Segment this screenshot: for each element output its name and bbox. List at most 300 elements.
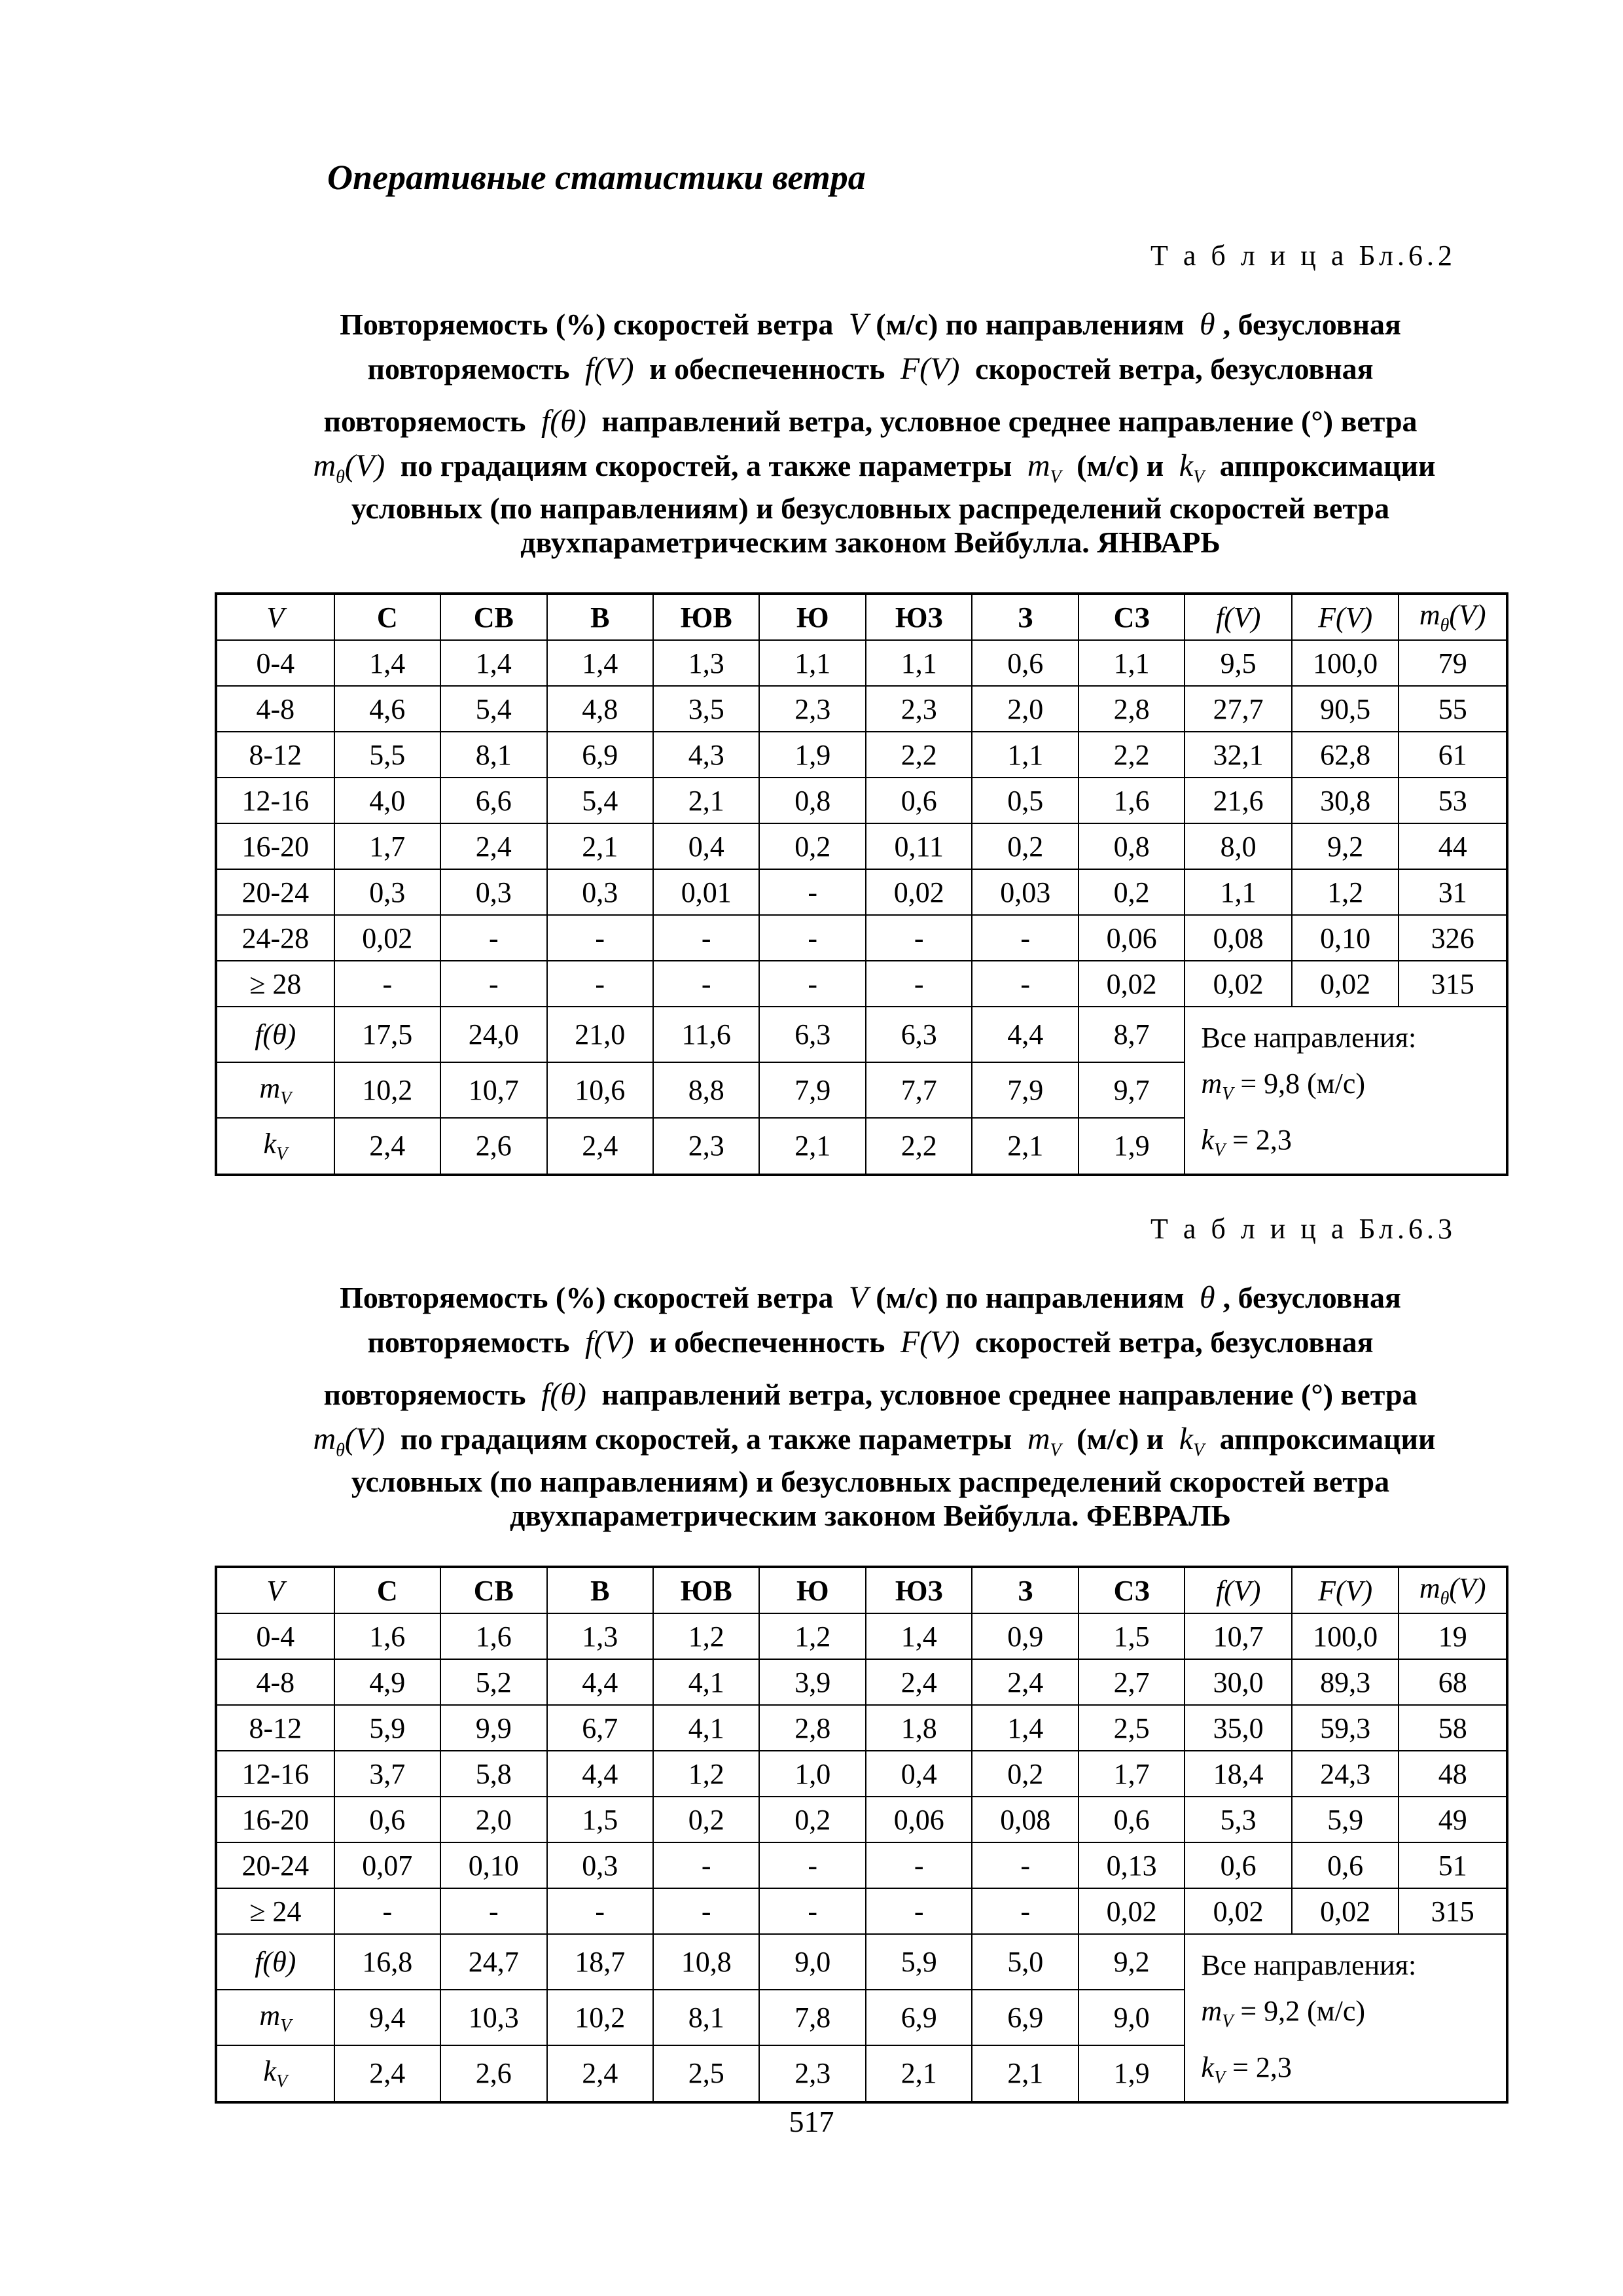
table-cell: 4,9 <box>334 1659 440 1705</box>
table-cell: 1,1 <box>1185 869 1291 915</box>
table-cell: 5,9 <box>334 1705 440 1751</box>
table-cell: 24,3 <box>1292 1751 1399 1797</box>
table-cell: 0,3 <box>547 1842 653 1888</box>
summary-m: $m_V = 9,2$ (м/с) <box>1201 1995 1366 2032</box>
table-cell: 2,3 <box>759 2045 865 2102</box>
table-cell: - <box>440 1888 546 1934</box>
table-cell: 1,4 <box>440 640 546 686</box>
table-cell: 30,0 <box>1185 1659 1291 1705</box>
table-cell: 100,0 <box>1292 1613 1399 1659</box>
table-cell: 0,10 <box>440 1842 546 1888</box>
table-cell: - <box>759 961 865 1007</box>
table-cell: - <box>972 961 1078 1007</box>
table-cell: 6,9 <box>972 1990 1078 2045</box>
table-cell: 0,02 <box>1292 961 1399 1007</box>
summary-m: $m_V = 9,8$ (м/с) <box>1201 1067 1366 1104</box>
table-cell: 1,4 <box>334 640 440 686</box>
table-cell: 7,9 <box>759 1062 865 1118</box>
table-cell: 6,9 <box>866 1990 972 2045</box>
caption-line: условных (по направлениям) и безусловных распределений скоростей ветра <box>351 492 1390 525</box>
table-cell: 0,6 <box>1185 1842 1291 1888</box>
table-cell: 48 <box>1399 1751 1507 1797</box>
table-cell: 0,3 <box>440 869 546 915</box>
table-cell: 5,9 <box>1292 1797 1399 1842</box>
header-dir: С <box>334 594 440 640</box>
table-row <box>216 1613 1507 1659</box>
table-cell: 5,8 <box>440 1751 546 1797</box>
table-cell: - <box>972 915 1078 961</box>
table-cell: 0,4 <box>653 823 759 869</box>
caption-line: двухпараметрическим законом Вейбулла. ЯНВАРЬ <box>520 526 1221 559</box>
header-dir: З <box>972 1567 1078 1613</box>
table-row <box>216 778 1507 823</box>
table-cell: 32,1 <box>1185 732 1291 778</box>
table-cell: 0,8 <box>759 778 865 823</box>
f-theta-row <box>216 1934 1507 1990</box>
table-cell: 8,1 <box>440 732 546 778</box>
header-dir: СЗ <box>1079 594 1185 640</box>
table-cell: 2,2 <box>866 732 972 778</box>
table-cell: 0,6 <box>866 778 972 823</box>
caption-line: $m_\theta(V)$ по градациям скоростей, а также параметры $m_V$ (м/с) и $k_V$ аппроксимации <box>313 1422 1436 1461</box>
table-cell: 16,8 <box>334 1934 440 1990</box>
table-cell: 5,0 <box>972 1934 1078 1990</box>
table-cell: 2,8 <box>759 1705 865 1751</box>
table-cell: 2,1 <box>972 2045 1078 2102</box>
table-cell: 6,7 <box>547 1705 653 1751</box>
table-cell: 1,2 <box>1292 869 1399 915</box>
header-dir: Ю <box>759 594 865 640</box>
table-cell: 1,5 <box>547 1797 653 1842</box>
table-cell: 1,9 <box>759 732 865 778</box>
table-row <box>216 1888 1507 1934</box>
table-cell: 4,1 <box>653 1705 759 1751</box>
table-cell: 2,4 <box>547 2045 653 2102</box>
wind-table-february <box>215 1566 1508 2104</box>
table-cell: 2,4 <box>334 2045 440 2102</box>
table-cell: - <box>547 1888 653 1934</box>
table-cell: 5,9 <box>866 1934 972 1990</box>
header-dir: В <box>547 594 653 640</box>
table-cell: 0,2 <box>972 823 1078 869</box>
speed-range-cell: 4-8 <box>216 1659 334 1705</box>
table-cell: 9,5 <box>1185 640 1291 686</box>
speed-range-cell: 12-16 <box>216 778 334 823</box>
table-cell: 2,4 <box>972 1659 1078 1705</box>
caption-line: повторяемость f(V) и обеспеченность F(V) скоростей ветра, безусловная <box>367 351 1374 386</box>
table-cell: - <box>866 1888 972 1934</box>
table-cell: 2,1 <box>866 2045 972 2102</box>
table-cell: 0,06 <box>1079 915 1185 961</box>
table-cell: 9,4 <box>334 1990 440 2045</box>
table-cell: - <box>334 1888 440 1934</box>
table-cell: 0,02 <box>1185 961 1291 1007</box>
table-cell: 27,7 <box>1185 686 1291 732</box>
table-cell: 0,5 <box>972 778 1078 823</box>
table-cell: 1,8 <box>866 1705 972 1751</box>
table-cell: 326 <box>1399 915 1507 961</box>
table-row <box>216 640 1507 686</box>
table-cell: 9,0 <box>1079 1990 1185 2045</box>
table-cell: 1,1 <box>866 640 972 686</box>
table-cell: 1,1 <box>972 732 1078 778</box>
table-cell: - <box>653 1842 759 1888</box>
table-cell: 0,6 <box>334 1797 440 1842</box>
section-title: Оперативные статистики ветра <box>327 158 866 197</box>
header-Fv: F(V) <box>1292 1567 1399 1613</box>
speed-range-cell: 20-24 <box>216 869 334 915</box>
table-cell: 1,7 <box>334 823 440 869</box>
header-dir: СЗ <box>1079 1567 1185 1613</box>
table-row <box>216 915 1507 961</box>
table-cell: 315 <box>1399 1888 1507 1934</box>
table-cell: 3,9 <box>759 1659 865 1705</box>
table-cell: 0,07 <box>334 1842 440 1888</box>
table-cell: 0,08 <box>972 1797 1078 1842</box>
table-cell: 6,9 <box>547 732 653 778</box>
header-dir: В <box>547 1567 653 1613</box>
header-v: V <box>216 594 334 640</box>
table-cell: - <box>547 961 653 1007</box>
table-cell: 10,3 <box>440 1990 546 2045</box>
table-cell: 6,3 <box>759 1007 865 1062</box>
table-cell: 315 <box>1399 961 1507 1007</box>
table-cell: - <box>759 915 865 961</box>
header-dir: ЮЗ <box>866 1567 972 1613</box>
table-cell: 0,4 <box>866 1751 972 1797</box>
table-cell: 0,8 <box>1079 823 1185 869</box>
table-cell: 1,6 <box>1079 778 1185 823</box>
table-cell: 2,6 <box>440 2045 546 2102</box>
caption-line: двухпараметрическим законом Вейбулла. ФЕВРАЛЬ <box>510 1499 1231 1532</box>
table-cell: 2,8 <box>1079 686 1185 732</box>
table-cell: 51 <box>1399 1842 1507 1888</box>
table-cell: - <box>653 961 759 1007</box>
table-cell: 2,2 <box>1079 732 1185 778</box>
table-cell: 1,7 <box>1079 1751 1185 1797</box>
table-cell: 1,2 <box>759 1613 865 1659</box>
table-cell: 1,2 <box>653 1751 759 1797</box>
row-label: $k_V$ <box>216 1118 334 1174</box>
table-cell: 1,6 <box>440 1613 546 1659</box>
table-row <box>216 732 1507 778</box>
table-cell: 44 <box>1399 823 1507 869</box>
caption-line: Повторяемость (%) скоростей ветра V (м/с) по направлениям θ , безусловная <box>340 307 1401 342</box>
table-cell: 2,3 <box>759 686 865 732</box>
table-cell: 1,4 <box>866 1613 972 1659</box>
table-cell: 21,0 <box>547 1007 653 1062</box>
table-label: Т а б л и ц а Бл.6.3 <box>1150 1213 1456 1245</box>
f-theta-row <box>216 1007 1507 1062</box>
table-cell: 0,02 <box>866 869 972 915</box>
table-cell: 9,0 <box>759 1934 865 1990</box>
table-cell: 7,8 <box>759 1990 865 2045</box>
header-v: V <box>216 1567 334 1613</box>
summary-k: $k_V = 2,3$ <box>1201 1123 1292 1160</box>
header-dir: СВ <box>440 1567 546 1613</box>
header-dir: ЮЗ <box>866 594 972 640</box>
table-cell: 0,02 <box>334 915 440 961</box>
table-row <box>216 1842 1507 1888</box>
table-cell: 8,0 <box>1185 823 1291 869</box>
table-cell: 9,2 <box>1079 1934 1185 1990</box>
table-cell: - <box>759 1842 865 1888</box>
table-cell: 8,1 <box>653 1990 759 2045</box>
table-cell: 3,7 <box>334 1751 440 1797</box>
table-cell: - <box>440 915 546 961</box>
table-cell: 31 <box>1399 869 1507 915</box>
row-label: $m_V$ <box>216 1990 334 2045</box>
table-cell: 3,5 <box>653 686 759 732</box>
caption-line: повторяемость f(θ) направлений ветра, условное среднее направление (°) ветра <box>323 1377 1418 1412</box>
caption-line: $m_\theta(V)$ по градациям скоростей, а также параметры $m_V$ (м/с) и $k_V$ аппроксимации <box>313 448 1436 488</box>
header-dir: Ю <box>759 1567 865 1613</box>
table-cell: 0,02 <box>1292 1888 1399 1934</box>
table-cell: 0,3 <box>547 869 653 915</box>
header-dir: С <box>334 1567 440 1613</box>
table-cell: - <box>653 915 759 961</box>
table-cell: 1,6 <box>334 1613 440 1659</box>
table-cell: 2,6 <box>440 1118 546 1174</box>
speed-range-cell: 4-8 <box>216 686 334 732</box>
speed-range-cell: 16-20 <box>216 823 334 869</box>
table-cell: 0,6 <box>1292 1842 1399 1888</box>
table-cell: - <box>547 915 653 961</box>
table-cell: 9,2 <box>1292 823 1399 869</box>
table-cell: 2,0 <box>440 1797 546 1842</box>
table-cell: 19 <box>1399 1613 1507 1659</box>
table-cell: 6,3 <box>866 1007 972 1062</box>
table-cell: 100,0 <box>1292 640 1399 686</box>
table-row <box>216 1751 1507 1797</box>
table-cell: 5,3 <box>1185 1797 1291 1842</box>
speed-range-cell: ≥ 24 <box>216 1888 334 1934</box>
table-cell: 2,4 <box>547 1118 653 1174</box>
table-cell: 0,02 <box>1079 961 1185 1007</box>
table-cell: 5,2 <box>440 1659 546 1705</box>
table-cell: 2,1 <box>759 1118 865 1174</box>
table-row <box>216 1659 1507 1705</box>
table-cell: 4,1 <box>653 1659 759 1705</box>
table-cell: 5,4 <box>440 686 546 732</box>
table-cell: 9,9 <box>440 1705 546 1751</box>
table-cell: 0,13 <box>1079 1842 1185 1888</box>
table-cell: 0,03 <box>972 869 1078 915</box>
table-cell: 2,3 <box>653 1118 759 1174</box>
speed-range-cell: 0-4 <box>216 640 334 686</box>
speed-range-cell: 12-16 <box>216 1751 334 1797</box>
table-cell: 1,4 <box>547 640 653 686</box>
table-cell: 49 <box>1399 1797 1507 1842</box>
table-cell: 2,3 <box>866 686 972 732</box>
table-cell: 62,8 <box>1292 732 1399 778</box>
table-cell: 58 <box>1399 1705 1507 1751</box>
table-cell: 10,7 <box>1185 1613 1291 1659</box>
caption-line: повторяемость f(θ) направлений ветра, условное среднее направление (°) ветра <box>323 404 1418 439</box>
table-cell: 6,6 <box>440 778 546 823</box>
table-cell: 68 <box>1399 1659 1507 1705</box>
table-cell: 10,6 <box>547 1062 653 1118</box>
table-cell: 0,10 <box>1292 915 1399 961</box>
header-row <box>216 594 1507 640</box>
table-cell: 2,1 <box>972 1118 1078 1174</box>
table-cell: 2,4 <box>334 1118 440 1174</box>
caption-line: Повторяемость (%) скоростей ветра V (м/с) по направлениям θ , безусловная <box>340 1280 1401 1315</box>
table-cell: 89,3 <box>1292 1659 1399 1705</box>
table-cell: - <box>759 869 865 915</box>
table-cell: 18,4 <box>1185 1751 1291 1797</box>
table-cell: - <box>972 1842 1078 1888</box>
table-cell: 0,08 <box>1185 915 1291 961</box>
table-cell: 4,4 <box>972 1007 1078 1062</box>
table-cell: 7,9 <box>972 1062 1078 1118</box>
table-cell: 5,5 <box>334 732 440 778</box>
table-cell: 79 <box>1399 640 1507 686</box>
table-cell: 1,1 <box>1079 640 1185 686</box>
table-cell: 2,7 <box>1079 1659 1185 1705</box>
speed-range-cell: 16-20 <box>216 1797 334 1842</box>
table-row <box>216 823 1507 869</box>
header-fv: f(V) <box>1185 1567 1291 1613</box>
table-cell: 21,6 <box>1185 778 1291 823</box>
table-cell: 8,8 <box>653 1062 759 1118</box>
table-cell: 35,0 <box>1185 1705 1291 1751</box>
table-cell: 2,2 <box>866 1118 972 1174</box>
table-row <box>216 1797 1507 1842</box>
table-cell: 1,4 <box>972 1705 1078 1751</box>
table-cell: 4,6 <box>334 686 440 732</box>
table-cell: 53 <box>1399 778 1507 823</box>
table-cell: 1,5 <box>1079 1613 1185 1659</box>
page-number: 517 <box>789 2105 834 2138</box>
table-cell: 61 <box>1399 732 1507 778</box>
table-cell: 24,7 <box>440 1934 546 1990</box>
table-cell: 2,4 <box>866 1659 972 1705</box>
table-cell: 4,4 <box>547 1751 653 1797</box>
header-dir: З <box>972 594 1078 640</box>
table-cell: 1,3 <box>653 640 759 686</box>
all-directions-summary <box>1185 1007 1507 1175</box>
table-row <box>216 686 1507 732</box>
table-cell: 4,3 <box>653 732 759 778</box>
table-cell: 10,2 <box>334 1062 440 1118</box>
header-m-theta: $m_\theta(V)$ <box>1399 594 1507 640</box>
table-cell: 0,02 <box>1185 1888 1291 1934</box>
table-cell: 0,6 <box>972 640 1078 686</box>
speed-range-cell: 0-4 <box>216 1613 334 1659</box>
table-cell: 4,4 <box>547 1659 653 1705</box>
table-cell: 2,4 <box>440 823 546 869</box>
table-cell: 4,8 <box>547 686 653 732</box>
table-cell: 90,5 <box>1292 686 1399 732</box>
speed-range-cell: 20-24 <box>216 1842 334 1888</box>
table-cell: 2,1 <box>653 778 759 823</box>
table-cell: 0,01 <box>653 869 759 915</box>
table-cell: 0,2 <box>972 1751 1078 1797</box>
row-label: f(θ) <box>216 1934 334 1990</box>
table-cell: 1,9 <box>1079 1118 1185 1174</box>
table-cell: 7,7 <box>866 1062 972 1118</box>
table-row <box>216 869 1507 915</box>
table-cell: 10,7 <box>440 1062 546 1118</box>
table-cell: 8,7 <box>1079 1007 1185 1062</box>
header-fv: f(V) <box>1185 594 1291 640</box>
header-dir: ЮВ <box>653 594 759 640</box>
table-cell: - <box>972 1888 1078 1934</box>
table-cell: - <box>653 1888 759 1934</box>
table-cell: 2,0 <box>972 686 1078 732</box>
table-cell: 0,9 <box>972 1613 1078 1659</box>
speed-range-cell: ≥ 28 <box>216 961 334 1007</box>
table-cell: - <box>866 915 972 961</box>
table-cell: 0,3 <box>334 869 440 915</box>
table-cell: 9,7 <box>1079 1062 1185 1118</box>
table-cell: 11,6 <box>653 1007 759 1062</box>
speed-range-cell: 24-28 <box>216 915 334 961</box>
table-cell: 0,06 <box>866 1797 972 1842</box>
speed-range-cell: 8-12 <box>216 732 334 778</box>
table-cell: 1,1 <box>759 640 865 686</box>
row-label: f(θ) <box>216 1007 334 1062</box>
header-dir: ЮВ <box>653 1567 759 1613</box>
header-dir: СВ <box>440 594 546 640</box>
table-cell: 2,5 <box>653 2045 759 2102</box>
table-cell: 1,9 <box>1079 2045 1185 2102</box>
table-cell: 10,2 <box>547 1990 653 2045</box>
table-cell: 0,02 <box>1079 1888 1185 1934</box>
header-Fv: F(V) <box>1292 594 1399 640</box>
table-cell: 0,2 <box>759 1797 865 1842</box>
table-cell: - <box>866 1842 972 1888</box>
header-m-theta: $m_\theta(V)$ <box>1399 1567 1507 1613</box>
table-cell: 17,5 <box>334 1007 440 1062</box>
row-label: $m_V$ <box>216 1062 334 1118</box>
caption-line: повторяемость f(V) и обеспеченность F(V) скоростей ветра, безусловная <box>367 1325 1374 1359</box>
summary-title: Все направления: <box>1201 1949 1417 1981</box>
table-cell: - <box>440 961 546 1007</box>
table-cell: - <box>334 961 440 1007</box>
table-cell: 0,2 <box>759 823 865 869</box>
caption-line: условных (по направлениям) и безусловных распределений скоростей ветра <box>351 1465 1390 1498</box>
table-cell: 0,2 <box>1079 869 1185 915</box>
table-cell: 18,7 <box>547 1934 653 1990</box>
row-label: $k_V$ <box>216 2045 334 2102</box>
table-cell: 2,5 <box>1079 1705 1185 1751</box>
table-label: Т а б л и ц а Бл.6.2 <box>1150 240 1456 272</box>
header-row <box>216 1567 1507 1613</box>
table-cell: 59,3 <box>1292 1705 1399 1751</box>
table-cell: 24,0 <box>440 1007 546 1062</box>
table-cell: - <box>759 1888 865 1934</box>
wind-table-january <box>215 592 1508 1176</box>
table-cell: 4,0 <box>334 778 440 823</box>
summary-k: $k_V = 2,3$ <box>1201 2051 1292 2088</box>
table-row <box>216 961 1507 1007</box>
table-row <box>216 1705 1507 1751</box>
table-cell: 55 <box>1399 686 1507 732</box>
table-cell: 0,11 <box>866 823 972 869</box>
summary-title: Все направления: <box>1201 1022 1417 1054</box>
table-cell: 0,2 <box>653 1797 759 1842</box>
table-cell: 0,6 <box>1079 1797 1185 1842</box>
table-cell: - <box>866 961 972 1007</box>
table-cell: 1,2 <box>653 1613 759 1659</box>
table-cell: 10,8 <box>653 1934 759 1990</box>
table-cell: 1,3 <box>547 1613 653 1659</box>
table-cell: 1,0 <box>759 1751 865 1797</box>
all-directions-summary <box>1185 1934 1507 2102</box>
table-cell: 2,1 <box>547 823 653 869</box>
